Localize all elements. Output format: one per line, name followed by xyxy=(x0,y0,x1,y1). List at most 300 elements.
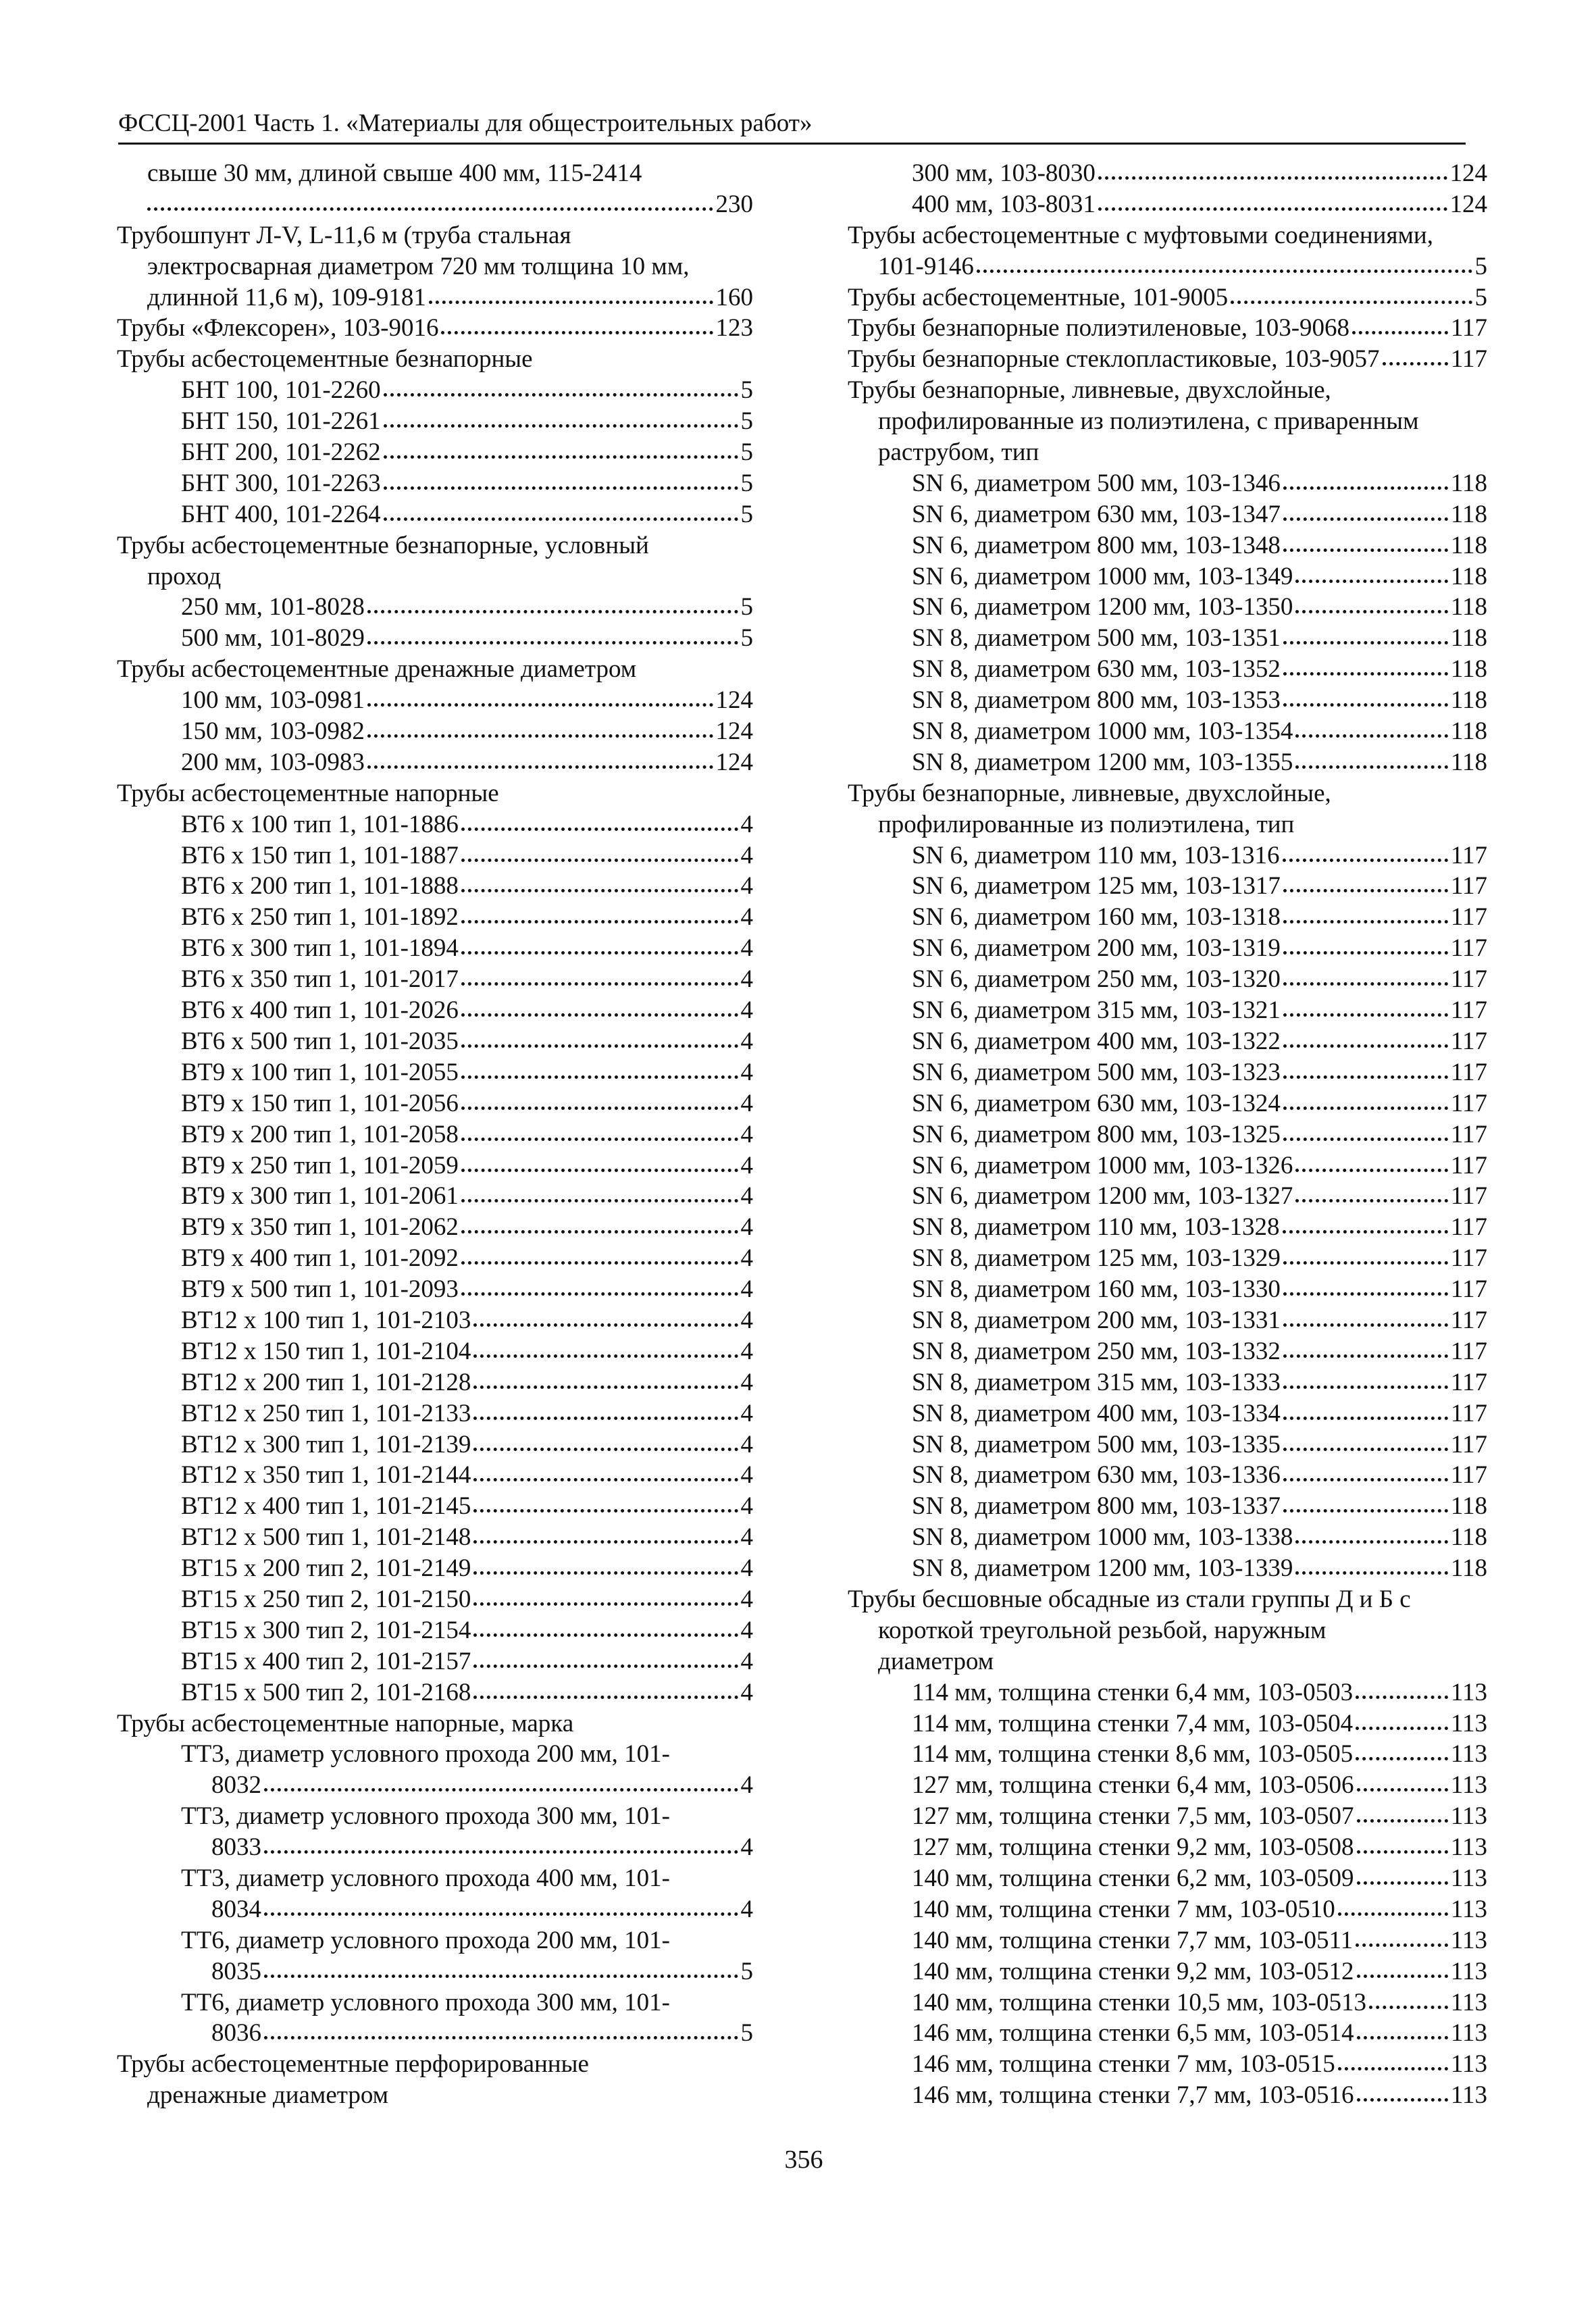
entry-text: Трубы безнапорные, ливневые, двухслойные, xyxy=(848,376,1331,405)
dot-leader xyxy=(1283,1075,1448,1079)
index-entry xyxy=(848,1553,1487,1584)
entry-text: БНТ 300, 101-2263 xyxy=(181,469,381,497)
index-entry xyxy=(117,654,753,685)
entry-text: ВТ12 х 350 тип 1, 101-2144 xyxy=(181,1461,471,1490)
entry-text: Трубы асбестоцементные, 101-9005 xyxy=(848,283,1229,311)
dot-leader xyxy=(461,920,738,923)
entry-text: SN 6, диаметром 630 мм, 103-1324 xyxy=(912,1089,1281,1117)
entry-page-number: 4 xyxy=(740,1058,753,1086)
entry-page-number: 5 xyxy=(740,376,753,405)
entry-text: ВТ9 х 350 тип 1, 101-2062 xyxy=(181,1213,459,1242)
entry-page-number: 4 xyxy=(740,1182,753,1211)
dot-leader xyxy=(461,828,738,831)
index-entry xyxy=(848,840,1487,871)
index-entry xyxy=(848,1026,1487,1057)
index-entry xyxy=(848,220,1487,251)
dot-leader xyxy=(384,393,738,397)
dot-leader xyxy=(1283,486,1448,490)
dot-leader xyxy=(473,1696,738,1699)
index-entry xyxy=(848,1646,1487,1677)
entry-text: ВТ6 х 400 тип 1, 101-2026 xyxy=(181,996,459,1025)
index-entry xyxy=(117,716,753,747)
entry-text: SN 6, диаметром 500 мм, 103-1346 xyxy=(912,469,1281,497)
dot-leader xyxy=(461,1138,738,1141)
entry-text: 250 мм, 101-8028 xyxy=(181,593,365,621)
index-entry xyxy=(848,1336,1487,1367)
index-entry xyxy=(117,561,753,592)
entry-text: SN 8, диаметром 500 мм, 103-1335 xyxy=(912,1430,1281,1458)
index-entry xyxy=(117,1956,753,1987)
dot-leader xyxy=(1357,2036,1448,2039)
entry-text: 101-9146 xyxy=(878,252,974,280)
entry-text: Трубы безнапорные стеклопластиковые, 103-9057 xyxy=(848,345,1380,374)
dot-leader xyxy=(473,1478,738,1481)
entry-text: ВТ15 х 200 тип 2, 101-2149 xyxy=(181,1554,471,1583)
index-entry xyxy=(117,871,753,902)
entry-page-number: 117 xyxy=(1450,314,1487,342)
entry-text: 150 мм, 103-0982 xyxy=(181,717,365,746)
dot-leader xyxy=(1356,1943,1448,1947)
entry-text: ВТ6 х 300 тип 1, 101-1894 xyxy=(181,934,459,963)
dot-leader xyxy=(461,1107,738,1110)
entry-text: 127 мм, толщина стенки 7,5 мм, 103-0507 xyxy=(912,1802,1354,1831)
index-entry xyxy=(117,1181,753,1212)
entry-page-number: 113 xyxy=(1450,1678,1487,1706)
entry-text: Трубы асбестоцементные дренажные диаметром xyxy=(117,655,637,684)
entry-text: 8035 xyxy=(211,1957,261,1985)
entry-text: 127 мм, толщина стенки 9,2 мм, 103-0508 xyxy=(912,1833,1354,1862)
entry-page-number: 5 xyxy=(740,500,753,528)
dot-leader xyxy=(1283,951,1448,955)
entry-page-number: 230 xyxy=(715,190,753,218)
dot-leader xyxy=(1283,1292,1448,1296)
entry-page-number: 4 xyxy=(740,1151,753,1179)
entry-text: SN 8, диаметром 315 мм, 103-1333 xyxy=(912,1368,1281,1396)
entry-page-number: 117 xyxy=(1450,1430,1487,1458)
index-entry xyxy=(117,1088,753,1119)
entry-text: 146 мм, толщина стенки 7 мм, 103-0515 xyxy=(912,2050,1335,2079)
index-column-left xyxy=(117,158,753,2111)
index-entry xyxy=(848,1181,1487,1212)
dot-leader xyxy=(461,1169,738,1172)
entry-page-number: 117 xyxy=(1450,1089,1487,1117)
dot-leader xyxy=(1283,1013,1448,1017)
entry-text: SN 8, диаметром 200 мм, 103-1331 xyxy=(912,1306,1281,1334)
dot-leader xyxy=(473,1386,738,1389)
index-entry xyxy=(848,1615,1487,1646)
index-entry xyxy=(848,592,1487,623)
entry-page-number: 118 xyxy=(1450,655,1487,684)
dot-leader xyxy=(1369,2006,1448,2009)
index-entry xyxy=(848,1212,1487,1243)
dot-leader xyxy=(1283,1230,1448,1234)
entry-text: 146 мм, толщина стенки 7,7 мм, 103-0516 xyxy=(912,2081,1354,2110)
entry-text: ВТ6 х 200 тип 1, 101-1888 xyxy=(181,872,459,900)
dot-leader xyxy=(441,331,713,334)
entry-text: SN 8, диаметром 630 мм, 103-1352 xyxy=(912,655,1281,684)
dot-leader xyxy=(1283,889,1448,892)
index-entry xyxy=(848,1398,1487,1429)
entry-text: ВТ9 х 150 тип 1, 101-2056 xyxy=(181,1089,459,1117)
entry-page-number: 124 xyxy=(715,748,753,776)
index-entry xyxy=(117,282,753,313)
entry-page-number: 117 xyxy=(1450,1058,1487,1086)
dot-leader xyxy=(1338,2067,1448,2070)
dot-leader xyxy=(461,1199,738,1202)
dot-leader xyxy=(1338,1912,1448,1916)
index-entry xyxy=(848,2049,1487,2080)
index-entry xyxy=(848,1770,1487,1801)
dot-leader xyxy=(1295,1199,1447,1202)
entry-page-number: 4 xyxy=(740,810,753,838)
dot-leader xyxy=(1357,1881,1448,1885)
dot-leader xyxy=(1283,1138,1448,1141)
index-entry xyxy=(117,1553,753,1584)
dot-leader xyxy=(473,1664,738,1668)
entry-text: ВТ12 х 300 тип 1, 101-2139 xyxy=(181,1430,471,1458)
entry-text: Трубы асбестоцементные безнапорные, условный xyxy=(117,531,649,559)
entry-text: SN 6, диаметром 630 мм, 103-1347 xyxy=(912,500,1281,528)
entry-page-number: 113 xyxy=(1450,1802,1487,1831)
entry-text: 8033 xyxy=(211,1833,261,1862)
dot-leader xyxy=(461,889,738,892)
entry-page-number: 117 xyxy=(1450,345,1487,374)
dot-leader xyxy=(264,2036,738,2039)
entry-page-number: 118 xyxy=(1450,469,1487,497)
entry-page-number: 4 xyxy=(740,1585,753,1613)
entry-page-number: 118 xyxy=(1450,748,1487,776)
entry-page-number: 123 xyxy=(715,314,753,342)
index-entry xyxy=(848,1863,1487,1894)
index-entry xyxy=(117,1398,753,1429)
dot-leader xyxy=(1283,982,1448,986)
index-entry xyxy=(117,1832,753,1863)
entry-text: БНТ 200, 101-2262 xyxy=(181,438,381,467)
entry-page-number: 124 xyxy=(1449,190,1487,218)
entry-page-number: 113 xyxy=(1450,1864,1487,1892)
entry-text: 8034 xyxy=(211,1895,261,1923)
entry-text: свыше 30 мм, длиной свыше 400 мм, 115-2414 xyxy=(147,159,642,187)
dot-leader xyxy=(367,703,713,707)
dot-leader xyxy=(1357,1819,1448,1823)
entry-page-number: 113 xyxy=(1450,2081,1487,2110)
entry-page-number: 4 xyxy=(740,1523,753,1552)
dot-leader xyxy=(384,517,738,521)
entry-page-number: 117 xyxy=(1450,841,1487,869)
entry-page-number: 113 xyxy=(1450,1926,1487,1954)
entry-page-number: 117 xyxy=(1450,965,1487,994)
index-entry xyxy=(848,1677,1487,1708)
header-rule xyxy=(118,143,1466,145)
dot-leader xyxy=(1098,176,1447,180)
entry-text: SN 6, диаметром 800 мм, 103-1325 xyxy=(912,1120,1281,1148)
entry-page-number: 124 xyxy=(1449,159,1487,187)
dot-leader xyxy=(384,424,738,428)
index-entry xyxy=(848,1305,1487,1336)
dot-leader xyxy=(1283,1323,1448,1327)
dot-leader xyxy=(461,951,738,955)
entry-page-number: 5 xyxy=(740,469,753,497)
entry-page-number: 5 xyxy=(1474,252,1487,280)
index-entry xyxy=(848,716,1487,747)
entry-text: Трубы асбестоцементные напорные, марка xyxy=(117,1709,574,1737)
dot-leader xyxy=(367,734,713,738)
entry-page-number: 5 xyxy=(1474,283,1487,311)
index-entry xyxy=(848,2018,1487,2049)
dot-leader xyxy=(1356,1757,1448,1760)
entry-text: SN 6, диаметром 500 мм, 103-1323 xyxy=(912,1058,1281,1086)
entry-text: ТТ3, диаметр условного прохода 400 мм, 101- xyxy=(181,1864,670,1892)
dot-leader xyxy=(264,1850,738,1854)
dot-leader xyxy=(264,1788,738,1791)
entry-page-number: 5 xyxy=(740,624,753,653)
entry-text: проход xyxy=(147,562,222,590)
entry-text: SN 8, диаметром 160 мм, 103-1330 xyxy=(912,1275,1281,1304)
index-column-right xyxy=(848,158,1487,2111)
entry-text: ВТ9 х 100 тип 1, 101-2055 xyxy=(181,1058,459,1086)
index-entry xyxy=(117,1026,753,1057)
index-entry xyxy=(117,2018,753,2049)
entry-text: БНТ 150, 101-2261 xyxy=(181,407,381,436)
entry-text: 114 мм, толщина стенки 6,4 мм, 103-0503 xyxy=(912,1678,1354,1706)
index-entry xyxy=(117,499,753,530)
entry-text: диаметром xyxy=(878,1647,994,1675)
index-entry xyxy=(848,1274,1487,1305)
entry-page-number: 5 xyxy=(740,407,753,436)
entry-text: 140 мм, толщина стенки 7,7 мм, 103-0511 xyxy=(912,1926,1354,1954)
index-entry xyxy=(848,561,1487,592)
entry-page-number: 117 xyxy=(1450,1244,1487,1273)
entry-page-number: 117 xyxy=(1450,1120,1487,1148)
dot-leader xyxy=(367,765,713,769)
entry-page-number: 113 xyxy=(1450,1988,1487,2016)
dot-leader xyxy=(461,1230,738,1234)
entry-text: ВТ9 х 400 тип 1, 101-2092 xyxy=(181,1244,459,1273)
entry-page-number: 4 xyxy=(740,1399,753,1427)
entry-text: Трубы бесшовные обсадные из стали группы Д и Б с xyxy=(848,1585,1411,1613)
entry-text: SN 6, диаметром 200 мм, 103-1319 xyxy=(912,934,1281,963)
index-entry xyxy=(117,313,753,344)
index-entry xyxy=(848,406,1487,437)
dot-leader xyxy=(473,1509,738,1513)
entry-text: ВТ6 х 500 тип 1, 101-2035 xyxy=(181,1027,459,1055)
entry-text: ВТ12 х 150 тип 1, 101-2104 xyxy=(181,1337,471,1365)
entry-text: Трубы асбестоцементные напорные xyxy=(117,779,499,807)
entry-page-number: 113 xyxy=(1450,1895,1487,1923)
dot-leader xyxy=(1295,1169,1447,1172)
index-entry xyxy=(848,1956,1487,1987)
entry-text: ВТ9 х 250 тип 1, 101-2059 xyxy=(181,1151,459,1179)
entry-text: SN 8, диаметром 630 мм, 103-1336 xyxy=(912,1461,1281,1490)
entry-text: профилированные из полиэтилена, тип xyxy=(878,810,1295,838)
entry-text: БНТ 100, 101-2260 xyxy=(181,376,381,405)
index-entry xyxy=(848,468,1487,499)
dot-leader xyxy=(384,486,738,490)
index-entry xyxy=(848,933,1487,964)
index-entry xyxy=(117,1925,753,1956)
index-entry xyxy=(848,1460,1487,1491)
entry-text: SN 8, диаметром 1000 мм, 103-1354 xyxy=(912,717,1293,746)
entry-text: БНТ 400, 101-2264 xyxy=(181,500,381,528)
index-entry xyxy=(117,1739,753,1770)
entry-page-number: 117 xyxy=(1450,1337,1487,1365)
index-entry xyxy=(117,1460,753,1491)
index-entry xyxy=(117,1429,753,1460)
entry-text: SN 6, диаметром 250 мм, 103-1320 xyxy=(912,965,1281,994)
entry-page-number: 118 xyxy=(1450,531,1487,559)
index-entry xyxy=(117,251,753,282)
entry-page-number: 4 xyxy=(740,1461,753,1490)
index-entry xyxy=(848,530,1487,561)
index-entry xyxy=(117,1646,753,1677)
dot-leader xyxy=(1283,641,1448,644)
entry-text: SN 6, диаметром 1000 мм, 103-1349 xyxy=(912,562,1293,590)
dot-leader xyxy=(1357,2098,1448,2102)
dot-leader xyxy=(367,610,738,613)
entry-page-number: 4 xyxy=(740,1275,753,1304)
entry-page-number: 5 xyxy=(740,438,753,467)
entry-page-number: 118 xyxy=(1450,593,1487,621)
index-entry xyxy=(117,1057,753,1088)
entry-page-number: 4 xyxy=(740,872,753,900)
entry-text: 140 мм, толщина стенки 10,5 мм, 103-0513 xyxy=(912,1988,1366,2016)
index-entry xyxy=(117,685,753,716)
index-entry xyxy=(117,1274,753,1305)
index-entry xyxy=(117,1522,753,1553)
dot-leader xyxy=(473,1354,738,1358)
index-entry xyxy=(848,282,1487,313)
index-entry xyxy=(848,623,1487,654)
entry-text: SN 6, диаметром 315 мм, 103-1321 xyxy=(912,996,1281,1025)
dot-leader xyxy=(264,1975,738,1978)
entry-text: дренажные диаметром xyxy=(147,2081,389,2110)
index-entry xyxy=(848,344,1487,375)
entry-page-number: 5 xyxy=(740,593,753,621)
entry-page-number: 113 xyxy=(1450,1771,1487,1800)
dot-leader xyxy=(1283,1509,1448,1513)
entry-text: SN 6, диаметром 125 мм, 103-1317 xyxy=(912,872,1281,900)
index-entry xyxy=(117,778,753,809)
index-entry xyxy=(117,623,753,654)
entry-page-number: 4 xyxy=(740,1213,753,1242)
entry-text: SN 8, диаметром 125 мм, 103-1329 xyxy=(912,1244,1281,1273)
entry-page-number: 4 xyxy=(740,1089,753,1117)
dot-leader xyxy=(1295,734,1447,738)
index-entry xyxy=(117,1336,753,1367)
dot-leader xyxy=(1295,610,1447,613)
dot-leader xyxy=(1283,1448,1448,1451)
entry-page-number: 4 xyxy=(740,934,753,963)
index-entry xyxy=(117,840,753,871)
entry-text: ТТ6, диаметр условного прохода 200 мм, 101- xyxy=(181,1926,670,1954)
entry-page-number: 124 xyxy=(715,717,753,746)
dot-leader xyxy=(1283,1261,1448,1265)
dot-leader xyxy=(461,1292,738,1296)
entry-page-number: 117 xyxy=(1450,996,1487,1025)
entry-page-number: 4 xyxy=(740,1678,753,1706)
index-entry xyxy=(117,995,753,1026)
entry-text: 140 мм, толщина стенки 7 мм, 103-0510 xyxy=(912,1895,1335,1923)
entry-text: SN 6, диаметром 160 мм, 103-1318 xyxy=(912,903,1281,932)
entry-text: SN 6, диаметром 1200 мм, 103-1350 xyxy=(912,593,1293,621)
dot-leader xyxy=(1283,1044,1448,1048)
entry-text: SN 8, диаметром 800 мм, 103-1337 xyxy=(912,1492,1281,1521)
index-entry xyxy=(117,189,753,220)
entry-page-number: 118 xyxy=(1450,500,1487,528)
entry-page-number: 4 xyxy=(740,965,753,994)
dot-leader xyxy=(473,1448,738,1451)
index-entry xyxy=(848,747,1487,778)
entry-text: 100 мм, 103-0981 xyxy=(181,686,365,715)
dot-leader xyxy=(977,270,1472,273)
index-entry xyxy=(848,1429,1487,1460)
entry-text: ВТ6 х 150 тип 1, 101-1887 xyxy=(181,841,459,869)
entry-page-number: 4 xyxy=(740,1027,753,1055)
index-entry xyxy=(848,1057,1487,1088)
index-entry xyxy=(848,964,1487,995)
dot-leader xyxy=(461,1075,738,1079)
index-entry xyxy=(848,437,1487,468)
entry-page-number: 118 xyxy=(1450,624,1487,653)
index-entry xyxy=(117,902,753,933)
dot-leader xyxy=(1098,207,1447,211)
dot-leader xyxy=(147,207,713,211)
entry-page-number: 118 xyxy=(1450,562,1487,590)
entry-text: ВТ15 х 300 тип 2, 101-2154 xyxy=(181,1616,471,1644)
index-entry xyxy=(117,747,753,778)
dot-leader xyxy=(429,301,713,304)
dot-leader xyxy=(1283,1107,1448,1110)
dot-leader xyxy=(1283,920,1448,923)
dot-leader xyxy=(461,1013,738,1017)
entry-text: ТТ3, диаметр условного прохода 200 мм, 101- xyxy=(181,1740,670,1769)
index-entry xyxy=(117,1987,753,2018)
entry-page-number: 4 xyxy=(740,996,753,1025)
index-entry xyxy=(117,1243,753,1274)
dot-leader xyxy=(367,641,738,644)
entry-page-number: 117 xyxy=(1450,872,1487,900)
dot-leader xyxy=(1352,331,1448,334)
entry-text: 146 мм, толщина стенки 6,5 мм, 103-0514 xyxy=(912,2019,1354,2048)
entry-text: длинной 11,6 м), 109-9181 xyxy=(147,283,426,311)
dot-leader xyxy=(1295,1571,1447,1575)
dot-leader xyxy=(1357,1788,1448,1791)
dot-leader xyxy=(473,1571,738,1575)
entry-text: SN 8, диаметром 1200 мм, 103-1355 xyxy=(912,748,1293,776)
index-entry xyxy=(848,1367,1487,1398)
index-entry xyxy=(848,778,1487,809)
entry-page-number: 117 xyxy=(1450,1306,1487,1334)
index-entry xyxy=(848,1832,1487,1863)
entry-text: 400 мм, 103-8031 xyxy=(912,190,1096,218)
entry-page-number: 5 xyxy=(740,2019,753,2048)
entry-text: SN 8, диаметром 800 мм, 103-1353 xyxy=(912,686,1281,715)
index-entry xyxy=(117,437,753,468)
index-entry xyxy=(848,189,1487,220)
entry-text: ВТ9 х 200 тип 1, 101-2058 xyxy=(181,1120,459,1148)
entry-page-number: 124 xyxy=(715,686,753,715)
dot-leader xyxy=(1357,1850,1448,1854)
index-entry xyxy=(117,375,753,406)
index-entry xyxy=(117,1119,753,1150)
entry-text: SN 6, диаметром 1200 мм, 103-1327 xyxy=(912,1182,1293,1211)
index-entry xyxy=(117,530,753,561)
index-entry xyxy=(848,1987,1487,2018)
entry-text: ВТ12 х 100 тип 1, 101-2103 xyxy=(181,1306,471,1334)
entry-page-number: 118 xyxy=(1450,717,1487,746)
entry-text: электросварная диаметром 720 мм толщина 10 мм, xyxy=(147,252,690,280)
entry-page-number: 4 xyxy=(740,1616,753,1644)
